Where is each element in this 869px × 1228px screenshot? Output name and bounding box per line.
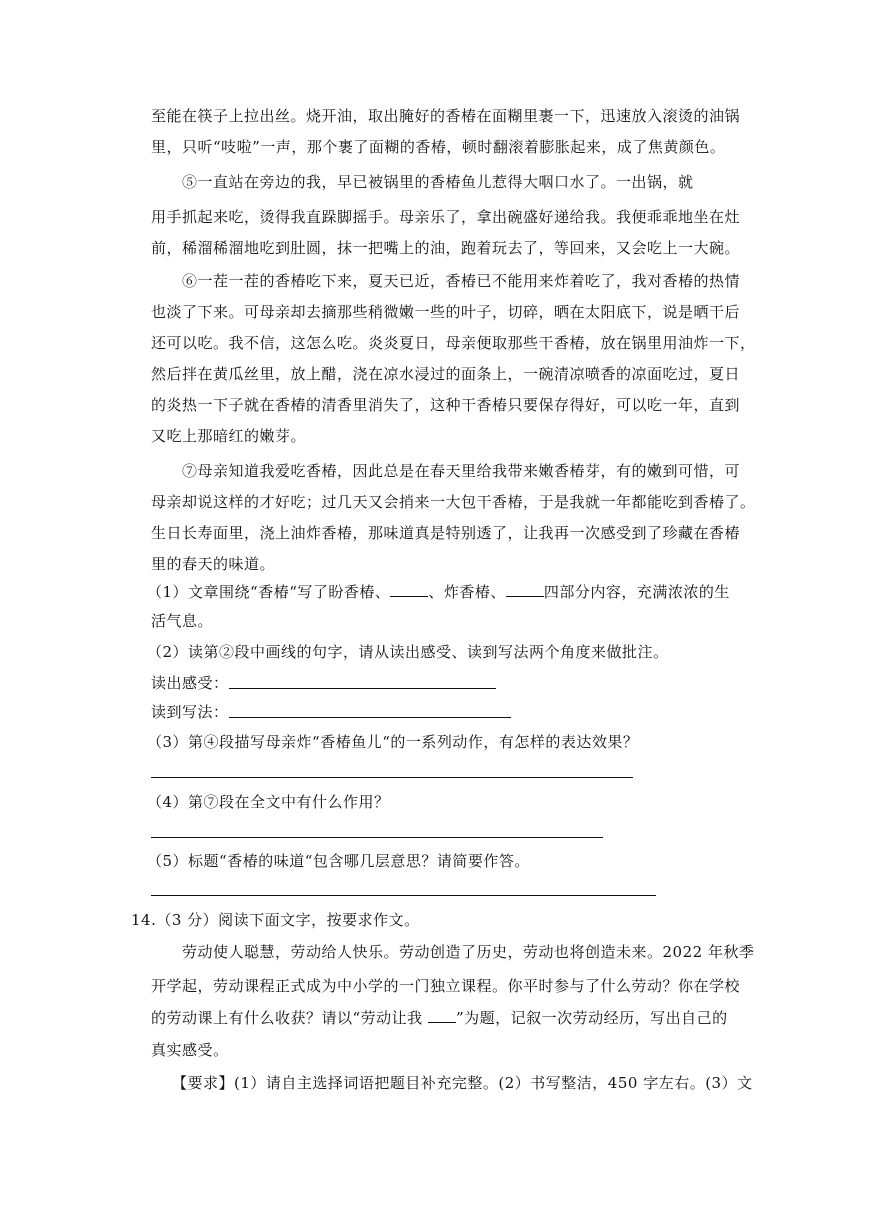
prompt-line: 开学起，劳动课程正式成为中小学的一门独立课程。你平时参与了什么劳动？你在学校 xyxy=(151,977,741,995)
question-1 xyxy=(147,582,737,602)
passage-line: 然后拌在黄瓜丝里，放上醋，浇在凉水浸过的面条上，一碗清凉喷香的凉面吃过，夏日 xyxy=(151,365,741,383)
passage-line: 母亲却说这样的才好吃；过几天又会捎来一大包干香椿，于是我就一年都能吃到香椿了。 xyxy=(151,493,756,511)
prompt-line: 真实感受。 xyxy=(151,1041,229,1059)
answer-line[interactable] xyxy=(151,777,633,778)
passage-line: 的炎热一下子就在香椿的清香里消失了，这种干香椿只要保存得好，可以吃一年，直到 xyxy=(151,396,741,414)
prompt-line: 劳动使人聪慧，劳动给人快乐。劳动创造了历史，劳动也将创造未来。2022 年秋季 xyxy=(182,943,755,961)
passage-line: 又吃上那暗红的嫩芽。 xyxy=(151,427,307,445)
passage-line: 前，稀溜稀溜地吃到肚圆，抹一把嘴上的油，跑着玩去了，等回来，又会吃上一大碗。 xyxy=(151,239,741,257)
question-1-text: （1）文章围绕“香椿“写了盼香椿、 xyxy=(147,583,391,601)
question-1-continued: 活气息。 xyxy=(151,612,214,630)
question-14-header: 14.（3 分）阅读下面文字，按要求作文。 xyxy=(131,911,420,929)
passage-line: ⑦母亲知道我爱吃香椿，因此总是在春天里给我带来嫩香椿芽，有的嫩到可惜，可 xyxy=(182,462,741,480)
passage-line: 生日长寿面里，浇上油炸香椿，那味道真是特别透了，让我再一次感受到了珍藏在香椿 xyxy=(151,524,741,542)
answer-blank[interactable] xyxy=(506,582,544,597)
prompt-text: ”为题，记叙一次劳动经历，写出自己的 xyxy=(455,1009,728,1027)
requirements-line xyxy=(172,1073,753,1093)
answer-line[interactable] xyxy=(151,837,603,838)
question-2-method-label: 读到写法： xyxy=(151,703,229,721)
answer-line[interactable] xyxy=(229,717,511,718)
question-5: （5）标题“香椿的味道“包含哪几层意思？请简要作答。 xyxy=(147,852,530,870)
question-1-text: 、炸香椿、 xyxy=(428,583,506,601)
passage-line: 里，只听“吱啦”一声，那个裹了面糊的香椿，顿时翻滚着膨胀起来，成了焦黄颜色。 xyxy=(151,138,726,156)
requirements-label: 【要求】 xyxy=(172,1074,235,1092)
passage-line: 也淡了下来。可母亲却去摘那些稍微嫩一些的叶子，切碎，晒在太阳底下，说是晒干后 xyxy=(151,303,741,321)
question-3: （3）第④段描写母亲炸“香椿鱼儿“的一系列动作，有怎样的表达效果？ xyxy=(147,733,639,751)
passage-line: 还可以吃。我不信，这怎么吃。炎炎夏日，母亲便取那些干香椿，放在锅里用油炸一下， xyxy=(151,334,756,352)
title-blank[interactable] xyxy=(428,1008,456,1023)
answer-line[interactable] xyxy=(229,688,496,689)
answer-line[interactable] xyxy=(151,895,656,896)
passage-line: 里的春天的味道。 xyxy=(151,555,276,573)
question-2-feeling-label: 读出感受： xyxy=(151,674,229,692)
answer-blank[interactable] xyxy=(390,582,428,597)
question-4: （4）第⑦段在全文中有什么作用？ xyxy=(147,793,390,811)
question-1-text: 四部分内容，充满浓浓的生 xyxy=(543,583,730,601)
passage-line: ⑥一茬一茬的香椿吃下来，夏天已近，香椿已不能用来炸着吃了，我对香椿的热情 xyxy=(182,272,741,290)
requirements-text: (1）请自主选择词语把题目补充完整。(2）书写整洁，450 字左右。(3）文 xyxy=(234,1074,753,1092)
prompt-text: 的劳动课上有什么收获？请以“劳动让我 xyxy=(151,1009,428,1027)
passage-line: 用手抓起来吃，烫得我直跺脚摇手。母亲乐了，拿出碗盛好递给我。我便乖乖地坐在灶 xyxy=(151,208,741,226)
passage-line: ⑤一直站在旁边的我，早已被锅里的香椿鱼儿惹得大咽口水了。一出锅，就 xyxy=(182,173,694,191)
question-2: （2）读第②段中画线的句字，请从读出感受、读到写法两个角度来做批注。 xyxy=(147,643,669,661)
prompt-line xyxy=(151,1008,741,1028)
passage-line: 至能在筷子上拉出丝。烧开油，取出腌好的香椿在面糊里裹一下，迅速放入滚烫的油锅 xyxy=(151,107,741,125)
